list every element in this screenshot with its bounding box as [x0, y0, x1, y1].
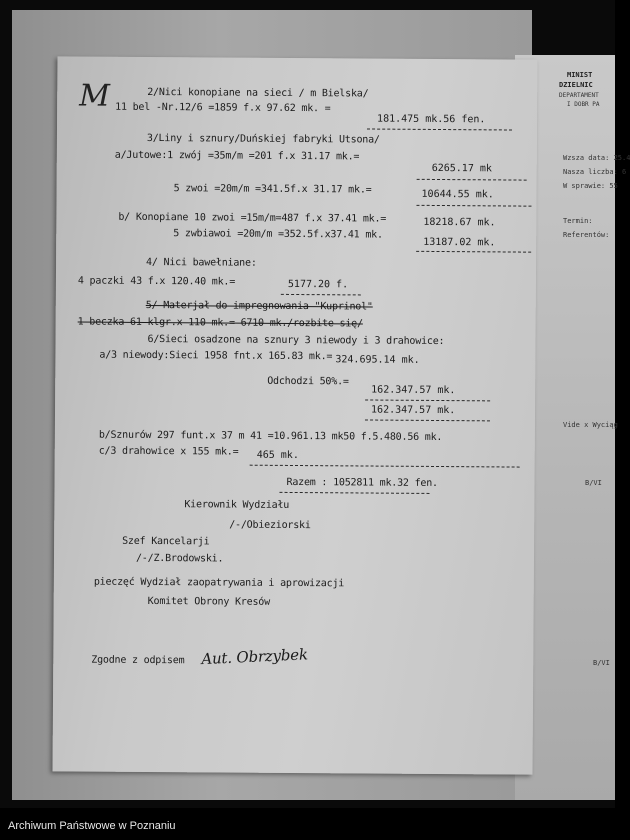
underline — [416, 251, 531, 253]
signatory-2-name: /-/Z.Brodowski. — [135, 552, 224, 565]
archive-label: Archiwum Państwowe w Poznaniu — [8, 820, 176, 832]
field-referents: Referentów: — [563, 231, 610, 239]
signatory-1-name: /-/Obieziorski — [229, 519, 311, 532]
field-date: Wzsza data: 25.4 — [563, 154, 630, 162]
item-5-calc: 1 beczka 61 klgr.x 110 mk.= 6710 mk./rozbite się/ — [77, 316, 363, 330]
field-vide: Vide x Wyciąg — [563, 421, 618, 429]
underline — [416, 205, 531, 207]
item-2-amount: 181.475 mk.56 fen. — [377, 113, 486, 126]
item-6a-deduction: Odchodzi 50%.= — [267, 375, 349, 388]
ministry-heading-1: MINIST — [567, 71, 593, 79]
item-4-calc: 4 paczki 43 f.x 120.40 mk.= — [77, 275, 236, 288]
field-number: Nasza liczba: 6 — [563, 168, 627, 176]
signatory-1-title: Kierownik Wydziału — [184, 499, 290, 511]
item-3b-calc: b/ Konopiane 10 zwoi =15m/m=487 f.x 37.41 mk.= — [118, 211, 387, 225]
item-6a-result: 162.347.57 mk. — [371, 404, 456, 417]
ministry-heading-2: DZIELNIC — [559, 81, 593, 89]
item-6a-amount: 324.695.14 mk. — [335, 354, 420, 366]
document-page — [53, 56, 538, 774]
field-bvi-2: B/VI — [593, 659, 610, 667]
underline — [417, 179, 527, 181]
handwritten-signature: Aut. Obrzybek — [200, 645, 309, 669]
stamp-line-2: Komitet Obrony Kresów — [147, 595, 270, 608]
item-3a-calc: a/Jutowe:1 zwój =35m/m =201 f.x 31.17 mk.= — [114, 149, 360, 163]
item-4-title: 4/ Nici bawełniane: — [146, 256, 257, 269]
stamp-line-1: pieczęć Wydział zaopatrywania i aprowizacji — [93, 576, 345, 590]
underline — [250, 465, 520, 468]
total-line: Razem : 1052811 mk.32 fen. — [286, 476, 438, 489]
item-5-title: 5/ Materjał do impregnowania "Kuprinol" — [145, 299, 373, 313]
item-3b2-calc: 5 zwbiawoi =20m/m =352.5f.x37.41 mk. — [173, 228, 383, 241]
underline — [281, 294, 361, 296]
underline — [365, 419, 490, 421]
item-3b-amount: 18218.67 mk. — [423, 216, 496, 229]
margin-mark: M — [79, 78, 111, 114]
item-6a-deduction-amount: 162.347.57 mk. — [371, 384, 456, 397]
underline — [279, 492, 429, 494]
item-2-title: 2/Nici konopiane na sieci / m Bielska/ — [147, 86, 369, 100]
underline — [367, 128, 512, 130]
archive-footer — [0, 808, 615, 840]
field-bvi-1: B/VI — [585, 479, 602, 487]
item-6a-calc: a/3 niewody:Sieci 1958 fnt.x 165.83 mk.= — [99, 349, 333, 363]
item-2-calc: 11 bel -Nr.12/6 =1859 f.x 97.62 mk. = — [115, 101, 331, 115]
item-6b-calc: b/Sznurów 297 funt.x 37 m 41 =10.961.13 mk50 f.5.480.56 mk. — [98, 429, 443, 444]
ministry-heading-4: I DOBR PA — [567, 101, 600, 108]
item-4-amount: 5177.20 f. — [287, 278, 349, 291]
item-3a-amount: 6265.17 mk — [431, 162, 492, 175]
underline — [365, 399, 490, 401]
item-6c-calc: c/3 drahowice x 155 mk.= — [98, 445, 239, 458]
ministry-heading-3: DEPARTAMENT — [559, 92, 599, 99]
item-6-title: 6/Sieci osadzone na sznury 3 niewody i 3 drahowice: — [147, 333, 445, 348]
field-subject: W sprawie: 55 — [563, 182, 618, 190]
field-term: Termin: — [563, 217, 593, 225]
signatory-2-title: Szef Kancelarji — [122, 535, 210, 548]
item-6c-amount: 465 mk. — [256, 449, 299, 462]
item-3b2-amount: 13187.02 mk. — [423, 236, 496, 249]
item-3-title: 3/Liny i sznury/Duńskiej fabryki Utsona/ — [146, 132, 380, 146]
item-3a2-calc: 5 zwoi =20m/m =341.5f.x 31.17 mk.= — [173, 183, 372, 196]
conformity-note: Zgodne z odpisem — [91, 654, 185, 667]
item-3a2-amount: 10644.55 mk. — [421, 188, 494, 201]
